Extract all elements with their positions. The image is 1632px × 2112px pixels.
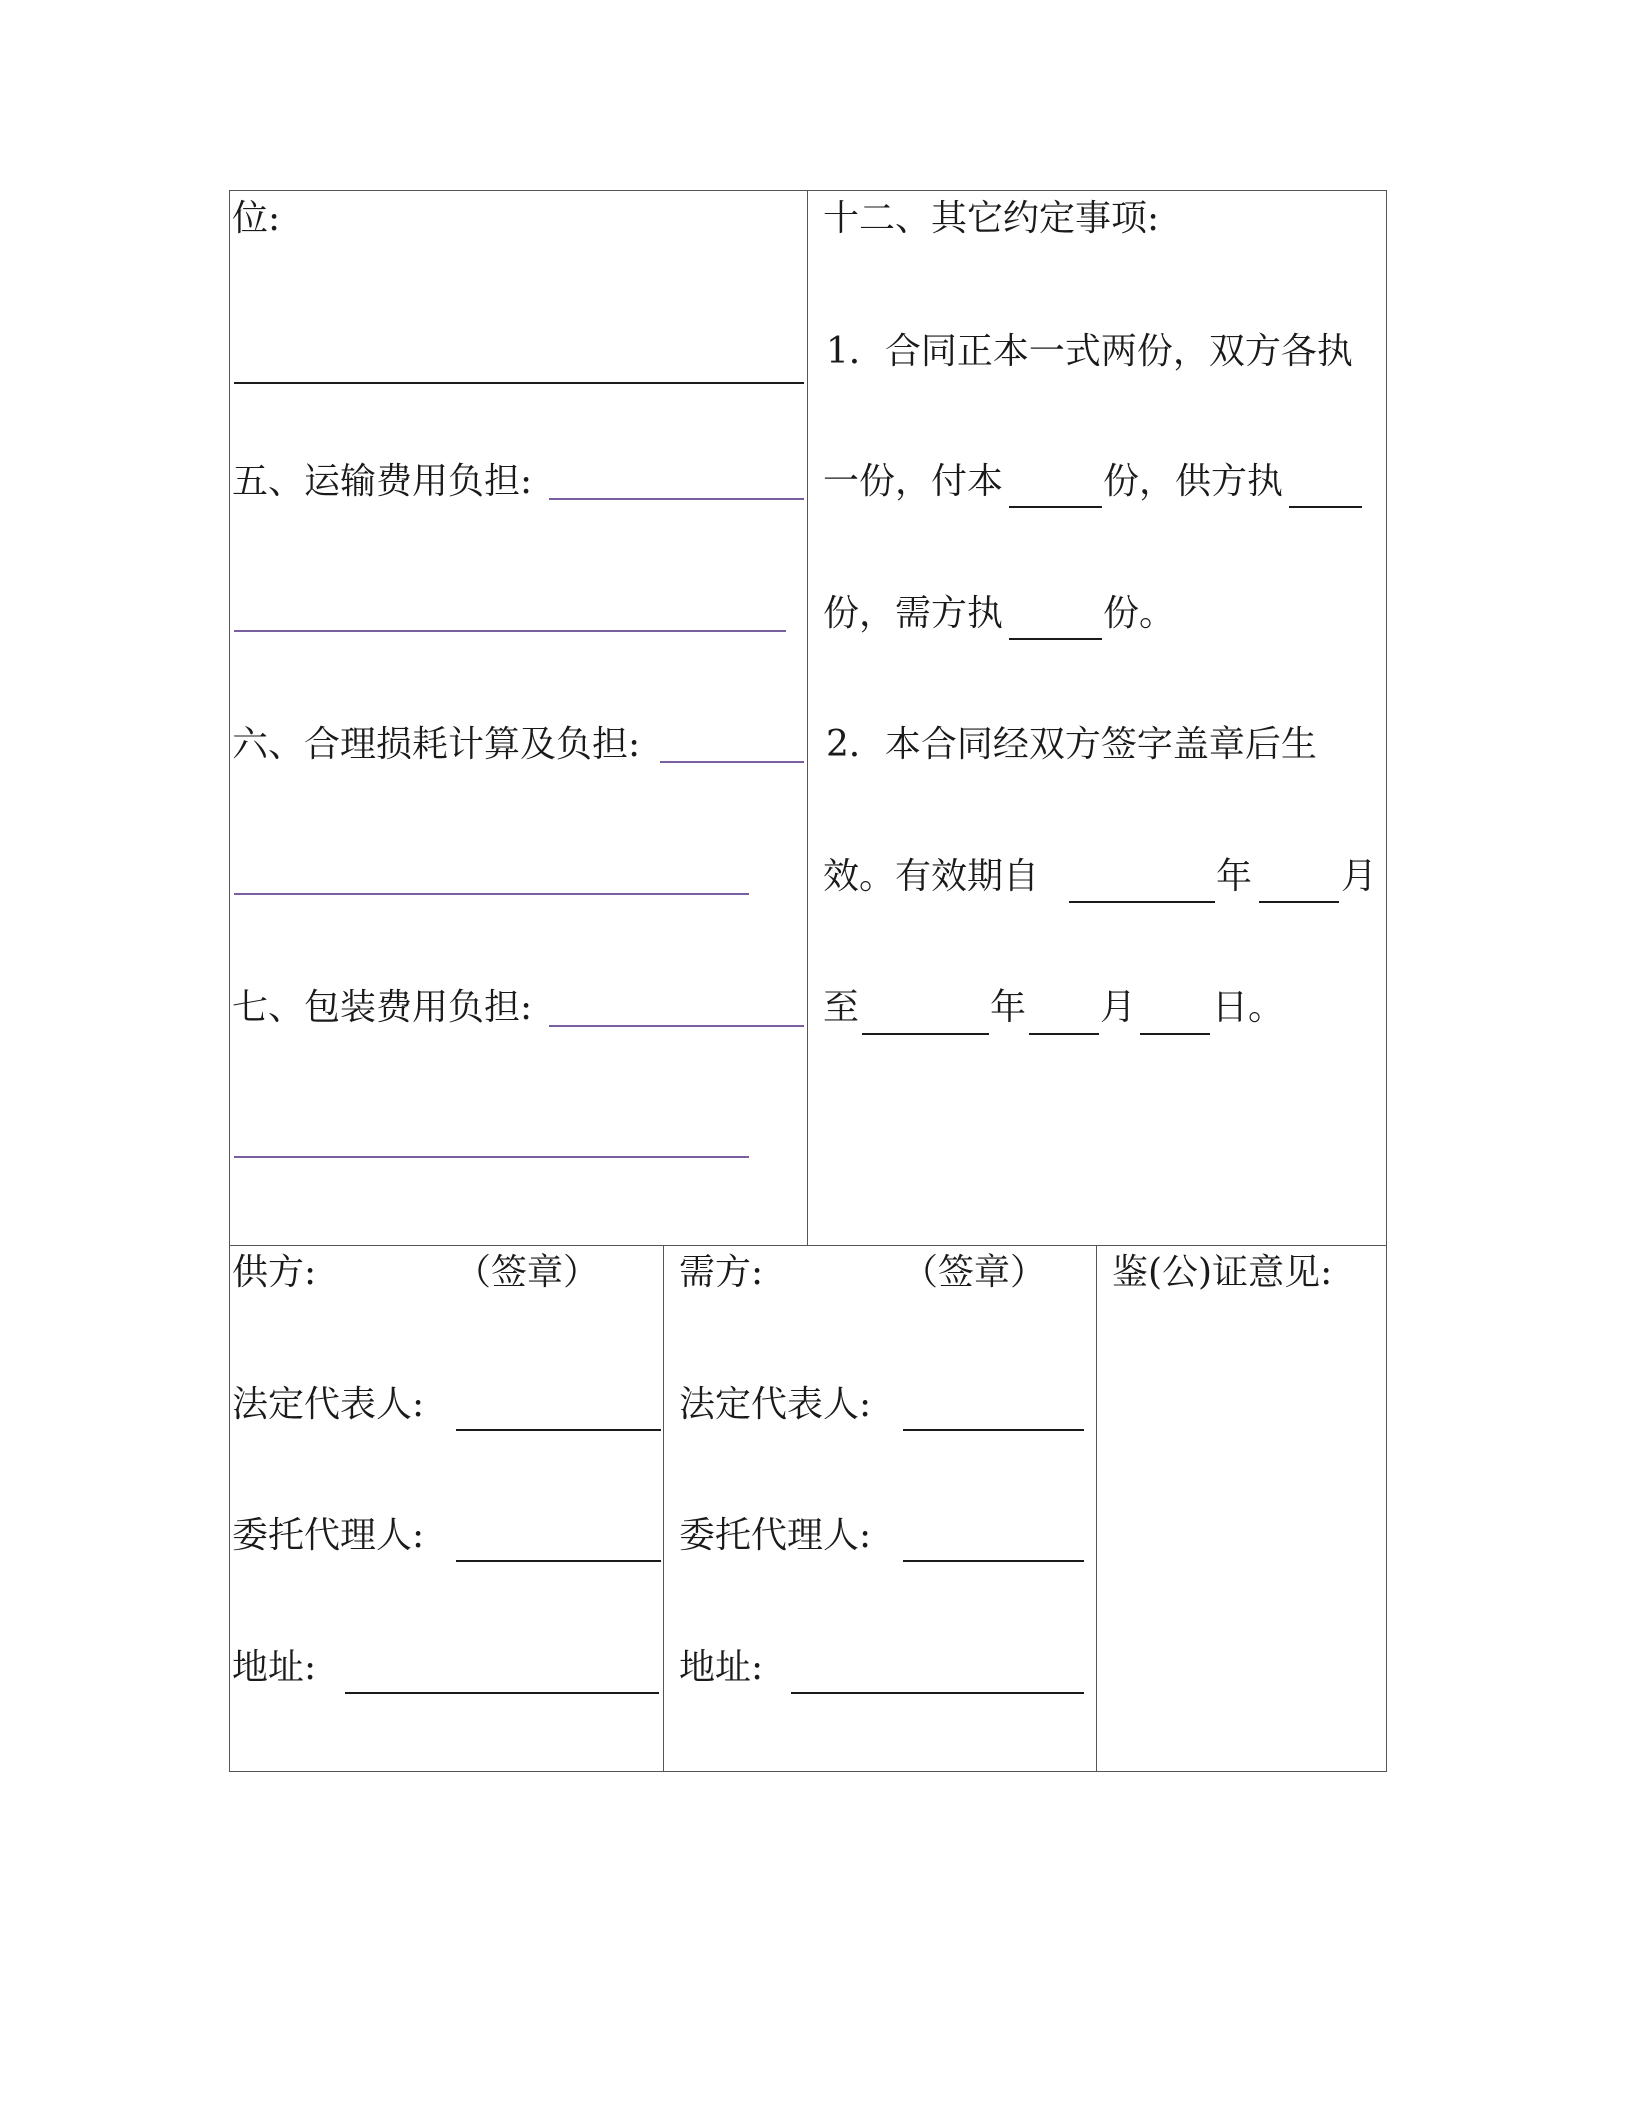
- buyer-seal: （签章）: [902, 1252, 1047, 1293]
- clause-2-line-3b: 年: [990, 987, 1027, 1028]
- supplier-legal-rep-label: 法定代表人:: [232, 1384, 425, 1425]
- supplier-address-blank[interactable]: [345, 1692, 659, 1694]
- buyer-legal-rep-blank[interactable]: [903, 1429, 1084, 1431]
- end-year-blank[interactable]: [862, 1033, 989, 1035]
- notary-opinion-label: 鉴(公)证意见:: [1112, 1252, 1333, 1293]
- supplier-title: 供方:: [232, 1252, 317, 1293]
- clause-1-line-2b: 份，供方执: [1103, 461, 1284, 502]
- supplier-copies-blank[interactable]: [1289, 506, 1362, 508]
- end-day-blank[interactable]: [1140, 1033, 1210, 1035]
- position-label: 位:: [232, 198, 281, 239]
- column-divider: [807, 190, 808, 1246]
- clause-2-line-3d: 日。: [1212, 987, 1285, 1028]
- clause-2-line-2b: 年: [1216, 856, 1253, 897]
- buyer-title: 需方:: [679, 1252, 764, 1293]
- buyer-agent-blank[interactable]: [903, 1560, 1084, 1562]
- clause-1-line-1: 1．合同正本一式两份，双方各执: [826, 331, 1353, 372]
- transport-cost-blank[interactable]: [549, 498, 804, 500]
- buyer-address-label: 地址:: [679, 1647, 764, 1688]
- clause-2-line-2c: 月: [1341, 856, 1378, 897]
- position-blank[interactable]: [234, 382, 804, 384]
- packing-cost-label: 七、包装费用负担:: [232, 987, 533, 1028]
- buyer-legal-rep-label: 法定代表人:: [679, 1384, 872, 1425]
- buyer-agent-label: 委托代理人:: [679, 1515, 872, 1556]
- signature-divider-1: [663, 1245, 664, 1772]
- supplier-legal-rep-blank[interactable]: [456, 1429, 661, 1431]
- clause-1-line-3a: 份，需方执: [823, 593, 1004, 634]
- transport-cost-blank-2[interactable]: [234, 630, 786, 632]
- transport-cost-label: 五、运输费用负担:: [232, 461, 533, 502]
- loss-calc-blank[interactable]: [660, 761, 804, 763]
- supplier-agent-label: 委托代理人:: [232, 1515, 425, 1556]
- end-month-blank[interactable]: [1029, 1033, 1099, 1035]
- clause-2-line-3a: 至: [823, 987, 860, 1028]
- start-year-blank[interactable]: [1069, 901, 1215, 903]
- loss-calc-blank-2[interactable]: [234, 893, 749, 895]
- clause-2-line-2a: 效。有效期自: [823, 856, 1040, 897]
- buyer-copies-blank[interactable]: [1009, 638, 1102, 640]
- start-month-blank[interactable]: [1259, 901, 1339, 903]
- clause-1-line-2a: 一份，付本: [823, 461, 1004, 502]
- supplier-address-label: 地址:: [232, 1647, 317, 1688]
- supplier-seal: （签章）: [455, 1252, 600, 1293]
- clause-2-line-3c: 月: [1100, 987, 1137, 1028]
- row-divider: [229, 1245, 1387, 1246]
- signature-divider-2: [1096, 1245, 1097, 1772]
- supplier-agent-blank[interactable]: [456, 1560, 661, 1562]
- clause-2-line-1: 2．本合同经双方签字盖章后生: [826, 724, 1317, 765]
- clause-1-line-3b: 份。: [1103, 593, 1176, 634]
- packing-cost-blank-2[interactable]: [234, 1156, 749, 1158]
- other-terms-heading: 十二、其它约定事项:: [823, 198, 1160, 239]
- loss-calc-label: 六、合理损耗计算及负担:: [232, 724, 641, 765]
- copies-blank[interactable]: [1009, 506, 1102, 508]
- packing-cost-blank[interactable]: [549, 1025, 804, 1027]
- buyer-address-blank[interactable]: [791, 1692, 1084, 1694]
